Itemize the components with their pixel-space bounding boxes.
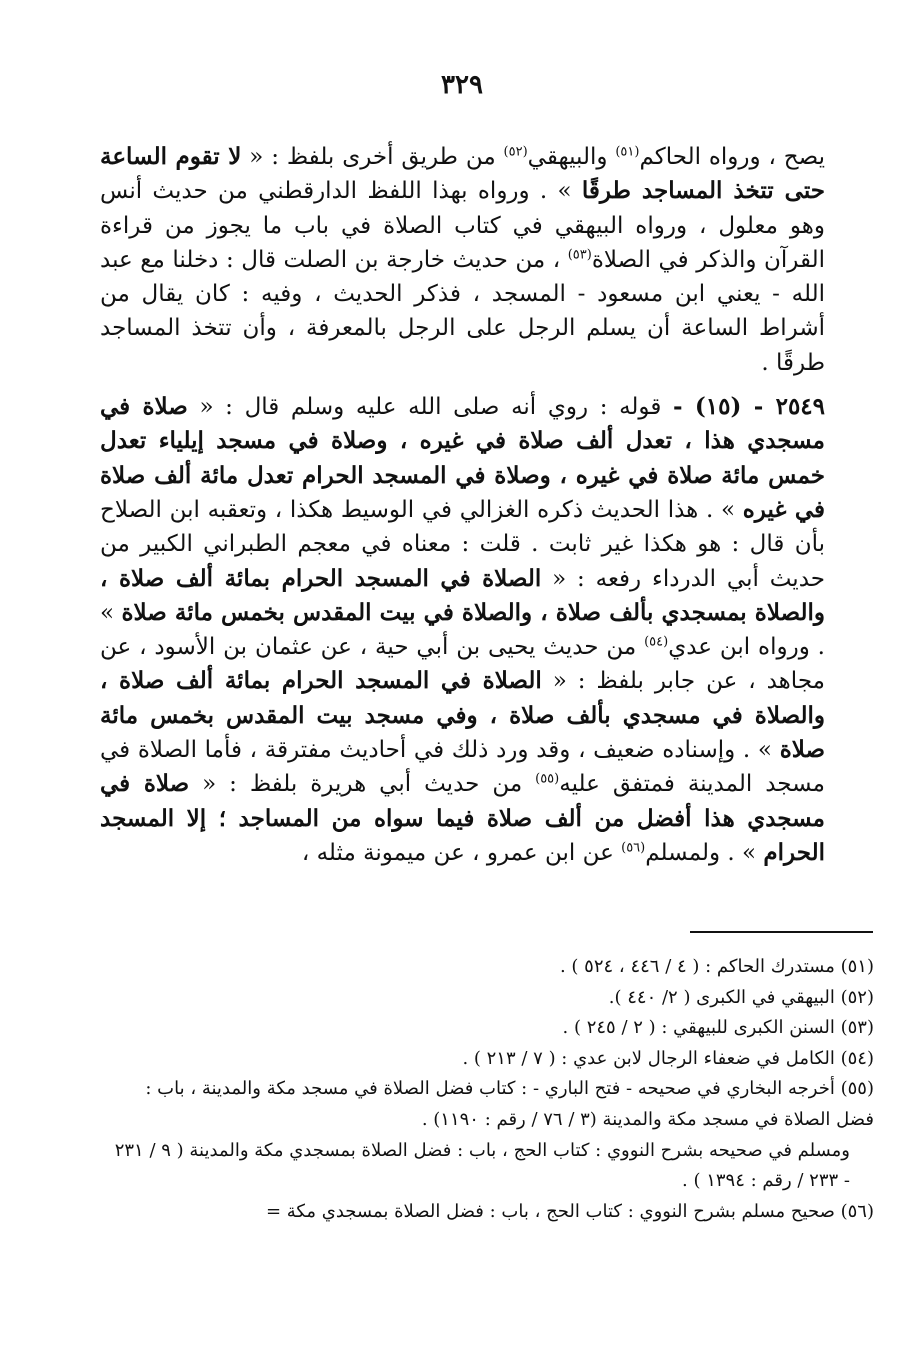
paragraph-2 xyxy=(100,390,825,870)
text-segment: » . وإسناده ضعيف ، وقد ورد ذلك في أحاديث مفترقة ، فأما الصلاة في مسجد المدينة فمتفق عليه xyxy=(100,737,825,798)
text-segment: والبيهقي xyxy=(527,144,616,170)
text-segment: » . هذا الحديث ذكره الغزالي في الوسيط هكذا ، وتعقبه ابن الصلاح بأن قال : هو هكذا غير ثابت . قلت : معناه في معجم الطبراني الكبير من حديث أبي الدرداء رفعه : « xyxy=(100,496,825,592)
footnote-ref-53: (٥٣) xyxy=(567,247,592,263)
footnote-52: (٥٢) البيهقي في الكبرى ( ٢/ ٤٤٠ ). xyxy=(608,986,874,1008)
hadith-quote: الصلاة في المسجد الحرام بمائة ألف صلاة ، والصلاة بمسجدي بألف صلاة ، والصلاة في بيت المقدس بخمس مائة صلاة xyxy=(100,564,825,626)
hadith-quote: الصلاة في المسجد الحرام بمائة ألف صلاة ، والصلاة في مسجدي بألف صلاة ، وفي مسجد بيت المقدس بخمس مائة صلاة xyxy=(100,667,825,764)
hadith-quote: صلاة في مسجدي هذا أفضل من ألف صلاة فيما سواه من المساجد ؛ إلا المسجد الحرام xyxy=(100,770,825,866)
text-segment: ، من حديث خارجة بن الصلت قال : دخلنا مع عبد الله - يعني ابن مسعود - المسجد ، فذكر الحديث ، وفيه : كان يقال من أشراط الساعة أن يسلم الرجل على الرجل بالمعرفة ، وأن تتخذ المساجد طرقًا . xyxy=(100,246,825,376)
footnote-56: (٥٦) صحيح مسلم بشرح النووي : كتاب الحج ، باب : فضل الصلاة بمسجدي مكة = xyxy=(265,1200,874,1222)
footnote-ref-51: (٥١) xyxy=(615,144,640,160)
footnotes xyxy=(112,952,874,1227)
page-number: ٣٢٩ xyxy=(441,70,483,100)
text-segment: من طريق أخرى بلفظ : « xyxy=(241,144,504,170)
hadith-quote: صلاة في مسجدي هذا ، تعدل ألف صلاة في غيره ، وصلاة في مسجد إيلياء تعدل خمس مائة صلاة في غيره ، وصلاة في المسجد الحرام تعدل مائة ألف صلاة في غيره xyxy=(100,393,826,523)
text-segment: » . ولمسلم xyxy=(645,839,764,866)
footnote-ref-54: (٥٤) xyxy=(644,634,669,650)
text-segment: قوله : روي أنه صلى الله عليه وسلم قال : « xyxy=(187,394,673,421)
footnote-ref-56: (٥٦) xyxy=(621,840,646,856)
paragraph-1 xyxy=(100,140,825,380)
text-segment: يصح ، ورواه الحاكم xyxy=(639,144,825,170)
hadith-number: ٢٥٤٩ - (١٥) - xyxy=(672,393,826,421)
text-segment: » . ورواه ابن عدي xyxy=(100,599,825,661)
footnote-55-continued: ومسلم في صحيحه بشرح النووي : كتاب الحج ، باب : فضل الصلاة بمسجدي مكة والمدينة ( ٩ / ٢٣١ - ٢٣٣ / رقم : ١٣٩٤ ) . xyxy=(114,1139,850,1192)
footnote-ref-52: (٥٢) xyxy=(503,144,528,160)
footnote-ref-55: (٥٥) xyxy=(535,771,560,787)
footnote-54: (٥٤) الكامل في ضعفاء الرجال لابن عدي : ( ٧ / ٢١٣ ) . xyxy=(462,1047,874,1069)
main-text xyxy=(100,140,825,870)
text-segment: » . ورواه بهذا اللفظ الدارقطني من حديث أنس وهو معلول ، ورواه البيهقي في كتاب الصلاة في باب ما يجوز من قراءة القرآن والذكر في الصلاة xyxy=(100,178,826,273)
text-segment: من حديث يحيى بن أبي حية ، عن عثمان بن الأسود ، عن مجاهد ، عن جابر بلفظ : « xyxy=(100,634,825,695)
footnote-55: (٥٥) أخرجه البخاري في صحيحه - فتح الباري - : كتاب فضل الصلاة في مسجد مكة والمدينة ، باب : فضل الصلاة في مسجد مكة والمدينة (٣ / ٧٦ / رقم : ١١٩٠) . xyxy=(145,1078,874,1130)
hadith-quote: لا تقوم الساعة حتى تتخذ المساجد طرقًا xyxy=(100,143,825,205)
text-segment: عن ابن عمرو ، عن ميمونة مثله ، xyxy=(301,839,622,866)
footnote-53: (٥٣) السنن الكبرى للبيهقي : ( ٢ / ٢٤٥ ) . xyxy=(562,1017,874,1039)
footnote-divider xyxy=(690,931,873,933)
footnote-51: (٥١) مستدرك الحاكم : ( ٤ / ٤٤٦ ، ٥٢٤ ) . xyxy=(559,956,874,977)
text-segment: من حديث أبي هريرة بلفظ : « xyxy=(189,771,536,798)
